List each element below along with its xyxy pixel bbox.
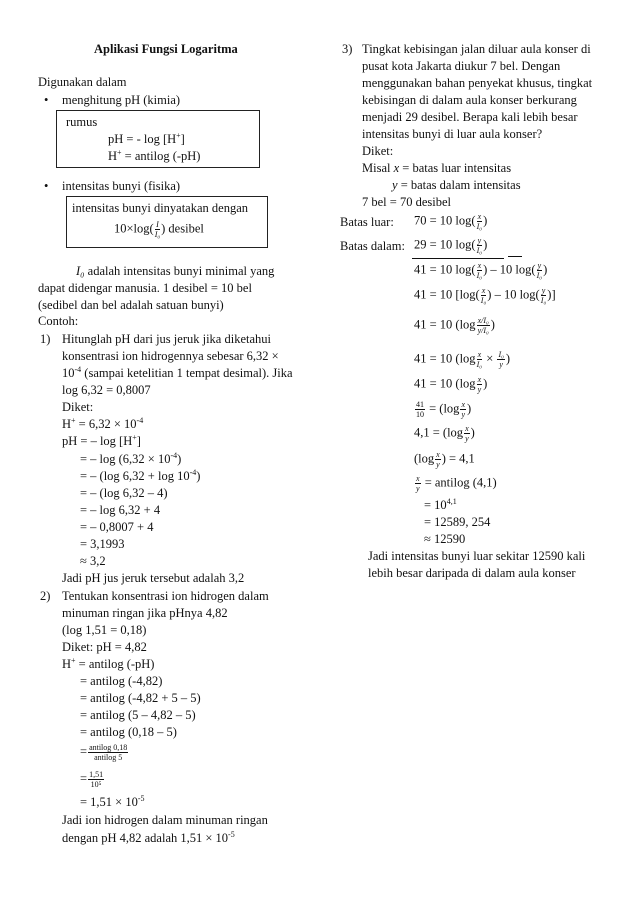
formula-decibel: 10×log( $\frac{I}{\text{I₀}}$ ) desibel bbox=[114, 220, 204, 239]
ex1-step3: = – (log 6,32 – 4) bbox=[80, 486, 168, 500]
page-title: Aplikasi Fungsi Logaritma bbox=[94, 42, 238, 56]
ex1-step6: = 3,1993 bbox=[80, 537, 125, 551]
para-line3: (sedibel dan bel adalah satuan bunyi) bbox=[38, 298, 224, 312]
ex3-line6: intensitas bunyi di luar aula konser? bbox=[362, 127, 543, 141]
ex3-diket: Diket: bbox=[362, 144, 394, 158]
used-in-text: Digunakan dalam bbox=[38, 75, 127, 89]
minus-sign bbox=[508, 256, 522, 257]
bullet-sound: intensitas bunyi (fisika) bbox=[62, 179, 181, 193]
ex3-row10: = $10^{4,1}$ bbox=[424, 496, 457, 512]
ex1-ph-formula: pH = – log [H+] bbox=[62, 432, 141, 448]
ex3-line3: menggunakan bahan penyekat khusus, tingkat bbox=[362, 76, 593, 90]
ex1-line4: log 6,32 = 0,8007 bbox=[62, 383, 151, 397]
ex1-step4: = – log 6,32 + 4 bbox=[80, 503, 161, 517]
ex3-let-y: y = batas dalam intensitas bbox=[392, 178, 521, 192]
ex2-diket: Diket: pH = 4,82 bbox=[62, 640, 147, 654]
inner-limit-eq: 29 = 10 log( $\frac{y}{\text{I₀}}$ ) bbox=[414, 236, 488, 255]
ex2-line1: Tentukan konsentrasi ion hidrogen dalam bbox=[62, 589, 269, 603]
para-line1: I₀ adalah intensitas bunyi minimal yang bbox=[76, 264, 275, 278]
subtraction-rule bbox=[412, 258, 504, 259]
ex2-number: 2) bbox=[40, 589, 51, 603]
bullet-icon: • bbox=[44, 179, 49, 193]
ex2-step7: = $1,51 \times 10^{-5}$ bbox=[80, 793, 145, 809]
ex3-row7: 4,1 = (log $\frac{x}{y}$ ) bbox=[414, 424, 475, 443]
ex3-conversion: 7 bel = 70 desibel bbox=[362, 195, 451, 209]
formula-ph: pH = - log [H+] bbox=[108, 130, 185, 146]
ex2-step2: = antilog (-4,82 + 5 – 5) bbox=[80, 691, 201, 705]
ex2-step6: = $\frac{1,51}{\text{10⁵}}$ bbox=[80, 770, 104, 789]
ex1-step7: ≈ 3,2 bbox=[80, 554, 106, 568]
ex2-h-formula: H+ = antilog (-pH) bbox=[62, 655, 155, 671]
ex1-step1: = – $\log (6,32 \times 10^{-4})$ bbox=[80, 450, 182, 466]
ex3-let-x: Misal x = batas luar intensitas bbox=[362, 161, 512, 175]
ex2-step1: = antilog (-4,82) bbox=[80, 674, 163, 688]
ex3-row1: 41 = 10 log( $\frac{x}{\text{I₀}}$ ) – 10 log( $\frac{y}{\text{I₀}}$ ) bbox=[414, 261, 548, 280]
ex1-step5: = – 0,8007 + 4 bbox=[80, 520, 154, 534]
ex3-conclusion2: lebih besar daripada di dalam aula konser bbox=[368, 566, 576, 580]
ex3-line1: Tingkat kebisingan jalan diluar aula konser di bbox=[362, 42, 591, 56]
ex3-line4: kebisingan di dalam aula konser berkurang bbox=[362, 93, 577, 107]
ex2-step5: = $\frac{\text{antilog 0,18}}{\text{antilog 5}}$ bbox=[80, 743, 128, 762]
para-line2: dapat didengar manusia. 1 desibel = 10 bel bbox=[38, 281, 252, 295]
example-heading: Contoh: bbox=[38, 314, 79, 328]
ex1-line1: Hitunglah pH dari jus jeruk jika diketahui bbox=[62, 332, 271, 346]
ex1-step2: = – (log $6,32 + \log 10^{-4}$) bbox=[80, 467, 201, 483]
ex1-number: 1) bbox=[40, 332, 51, 346]
outer-limit-eq: 70 = 10 log( $\frac{x}{\text{I₀}}$ ) bbox=[414, 212, 488, 231]
ex3-line5: menjadi 29 desibel. Berapa kali lebih besar bbox=[362, 110, 578, 124]
formula-h: H+ = antilog (-pH) bbox=[108, 147, 201, 163]
ex2-conclusion1: Jadi ion hidrogen dalam minuman ringan bbox=[62, 813, 268, 827]
ex3-number: 3) bbox=[342, 42, 353, 56]
ex3-row2: 41 = 10 [log( $\frac{x}{\text{I₀}}$ ) – 10 log( $\frac{y}{\text{I₀}}$ )] bbox=[414, 286, 556, 305]
ex3-row11: = 12589, 254 bbox=[424, 515, 491, 529]
ex2-conclusion2: dengan pH 4,82 adalah $1,51 \times 10^{-5}$ bbox=[62, 829, 235, 845]
inner-limit-label: Batas dalam: bbox=[340, 239, 405, 253]
ex3-row12: ≈ 12590 bbox=[424, 532, 466, 546]
box-label-rumus: rumus bbox=[66, 115, 98, 129]
ex2-line2: minuman ringan jika pHnya 4,82 bbox=[62, 606, 228, 620]
ex3-row6: $\frac{41}{10}$ = (log $\frac{x}{y}$ ) bbox=[416, 400, 472, 419]
ex1-h-value: $H^+ = 6,32 \times 10^{-4}$ bbox=[62, 415, 144, 431]
ex1-line2: konsentrasi ion hidrogennya sebesar 6,32 × bbox=[62, 349, 279, 363]
ex1-diket: Diket: bbox=[62, 400, 94, 414]
ex2-step3: = antilog (5 – 4,82 – 5) bbox=[80, 708, 196, 722]
ex2-line3: (log 1,51 = 0,18) bbox=[62, 623, 147, 637]
ex2-step4: = antilog (0,18 – 5) bbox=[80, 725, 177, 739]
ex3-row3: 41 = 10 (log $\frac{\text{x/I₀}}{\text{y/I₀}}$ ) bbox=[414, 316, 495, 335]
ex3-row5: 41 = 10 (log $\frac{x}{y}$ ) bbox=[414, 375, 488, 394]
ex3-row9: $\frac{x}{y}$ = antilog (4,1) bbox=[416, 474, 497, 493]
ex1-line3: $10^{-4}$ (sampai ketelitian 1 tempat desimal). Jika bbox=[62, 364, 293, 380]
box2-line1: intensitas bunyi dinyatakan dengan bbox=[72, 201, 249, 215]
ex3-row8: (log $\frac{x}{y}$ ) = 4,1 bbox=[414, 450, 475, 469]
ex3-conclusion1: Jadi intensitas bunyi luar sekitar 12590 kali bbox=[368, 549, 586, 563]
ex3-row4: 41 = 10 (log $\frac{x}{\text{I₀}}$ × $\frac{\text{I₀}}{y}$ ) bbox=[414, 350, 511, 369]
bullet-icon: • bbox=[44, 93, 49, 107]
ex3-line2: pusat kota Jakarta diukur 7 bel. Dengan bbox=[362, 59, 561, 73]
outer-limit-label: Batas luar: bbox=[340, 215, 394, 229]
bullet-ph: menghitung pH (kimia) bbox=[62, 93, 181, 107]
ex1-conclusion: Jadi pH jus jeruk tersebut adalah 3,2 bbox=[62, 571, 245, 585]
